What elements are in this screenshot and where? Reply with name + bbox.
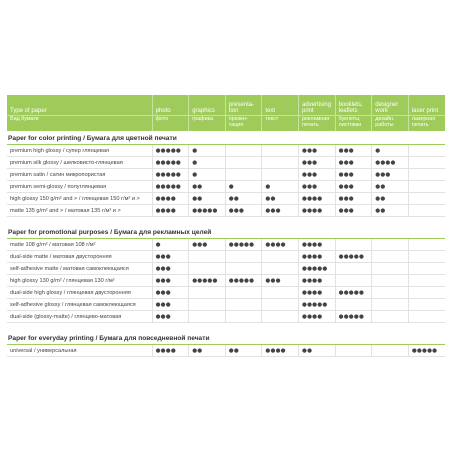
table-row bbox=[7, 239, 445, 251]
rating-dots bbox=[225, 251, 262, 263]
header-col-booklets-ru: буклеты, листовки bbox=[335, 116, 372, 132]
paper-type-label: high glossy 130 g/m² / глянцевая 130 г/м² bbox=[7, 275, 152, 287]
rating-dots: ●● bbox=[189, 345, 226, 357]
header-col-presentation-ru: презен-тация bbox=[225, 116, 262, 132]
rating-dots bbox=[408, 169, 445, 181]
header-col-text-ru: текст bbox=[262, 116, 299, 132]
rating-dots: ●●●●● bbox=[189, 205, 226, 217]
header-col-advertising-ru: рекламная печать bbox=[299, 116, 336, 132]
rating-dots bbox=[408, 239, 445, 251]
header-col-laser-ru: лазерная печать bbox=[408, 116, 445, 132]
paper-type-label: dual-side high glossy / глянцевая двусторонняя bbox=[7, 287, 152, 299]
rating-dots: ●●● bbox=[335, 169, 372, 181]
rating-dots bbox=[262, 311, 299, 323]
header-col-graphics-ru: графика bbox=[189, 116, 226, 132]
paper-type-label: self-adhesive matte / матовая самоклеющаяся bbox=[7, 263, 152, 275]
rating-dots bbox=[225, 263, 262, 275]
header-col-designer: designer work bbox=[372, 95, 409, 116]
rating-dots: ●●● bbox=[152, 311, 189, 323]
rating-dots: ●● bbox=[225, 345, 262, 357]
rating-dots bbox=[408, 299, 445, 311]
table-row bbox=[7, 145, 445, 157]
rating-dots bbox=[189, 287, 226, 299]
rating-dots: ●●●●● bbox=[152, 157, 189, 169]
section-spacer bbox=[7, 323, 445, 332]
rating-dots: ●● bbox=[372, 205, 409, 217]
rating-dots bbox=[372, 263, 409, 275]
rating-dots: ●●● bbox=[335, 145, 372, 157]
rating-dots bbox=[408, 311, 445, 323]
rating-dots bbox=[335, 263, 372, 275]
rating-dots bbox=[408, 193, 445, 205]
rating-dots: ●●● bbox=[299, 157, 336, 169]
rating-dots bbox=[262, 299, 299, 311]
table-row bbox=[7, 275, 445, 287]
rating-dots: ● bbox=[189, 145, 226, 157]
rating-dots bbox=[262, 287, 299, 299]
header-col-text: text bbox=[262, 95, 299, 116]
spacer-cell bbox=[7, 323, 445, 332]
table-row bbox=[7, 193, 445, 205]
rating-dots: ●●● bbox=[335, 193, 372, 205]
section-heading-row bbox=[7, 331, 445, 345]
rating-dots: ● bbox=[189, 157, 226, 169]
rating-dots bbox=[335, 299, 372, 311]
header-col-presentation: presenta-tion bbox=[225, 95, 262, 116]
rating-dots bbox=[189, 251, 226, 263]
rating-dots: ●● bbox=[299, 345, 336, 357]
rating-dots: ●● bbox=[372, 193, 409, 205]
rating-dots: ● bbox=[262, 181, 299, 193]
rating-dots: ● bbox=[152, 239, 189, 251]
rating-dots: ●●●● bbox=[299, 205, 336, 217]
rating-dots: ●● bbox=[189, 181, 226, 193]
table-row bbox=[7, 299, 445, 311]
table-body bbox=[7, 131, 445, 357]
rating-dots: ●●● bbox=[262, 275, 299, 287]
header-col-graphics: graphics bbox=[189, 95, 226, 116]
rating-dots bbox=[262, 157, 299, 169]
rating-dots bbox=[372, 251, 409, 263]
paper-type-label: matte 108 g/m² / матовая 108 г/м² bbox=[7, 239, 152, 251]
rating-dots: ●●● bbox=[335, 205, 372, 217]
rating-dots bbox=[408, 145, 445, 157]
rating-dots bbox=[262, 251, 299, 263]
table-row bbox=[7, 311, 445, 323]
rating-dots: ●●●● bbox=[152, 193, 189, 205]
rating-dots bbox=[189, 263, 226, 275]
rating-dots bbox=[262, 169, 299, 181]
rating-dots: ●●● bbox=[152, 251, 189, 263]
paper-type-label: matte 135 g/m² and > / матовая 135 г/м² и > bbox=[7, 205, 152, 217]
rating-dots: ●●●● bbox=[299, 275, 336, 287]
header-vid-bumagi: Вид бумаги bbox=[7, 116, 152, 132]
rating-dots: ●●●● bbox=[262, 239, 299, 251]
table-row bbox=[7, 169, 445, 181]
rating-dots: ●●● bbox=[152, 263, 189, 275]
section-heading-row bbox=[7, 225, 445, 239]
paper-type-label: premium semi-glossy / полуглянцевая bbox=[7, 181, 152, 193]
paper-type-label: premium silk glossy / шелковисто-глянцевая bbox=[7, 157, 152, 169]
rating-dots bbox=[225, 145, 262, 157]
rating-dots bbox=[408, 181, 445, 193]
rating-dots bbox=[372, 345, 409, 357]
rating-dots: ●●●●● bbox=[152, 169, 189, 181]
rating-dots bbox=[225, 299, 262, 311]
header-col-booklets: booklets, leaflets bbox=[335, 95, 372, 116]
rating-dots: ●●● bbox=[189, 239, 226, 251]
paper-type-label: dual-side matte / матовая двусторонняя bbox=[7, 251, 152, 263]
paper-type-label: premium satin / сатин микропористая bbox=[7, 169, 152, 181]
paper-type-label: universal / универсальная bbox=[7, 345, 152, 357]
rating-dots: ●●●●● bbox=[189, 275, 226, 287]
rating-dots: ●●● bbox=[372, 169, 409, 181]
rating-dots: ●●●●● bbox=[335, 287, 372, 299]
rating-dots bbox=[225, 311, 262, 323]
rating-dots: ●●●●● bbox=[299, 263, 336, 275]
rating-dots: ●●●●● bbox=[335, 311, 372, 323]
rating-dots bbox=[189, 311, 226, 323]
rating-dots: ●● bbox=[189, 193, 226, 205]
rating-dots: ●●● bbox=[299, 169, 336, 181]
paper-type-label: self-adhesive glossy / глянцевая самоклеющаяся bbox=[7, 299, 152, 311]
rating-dots: ●●●● bbox=[299, 251, 336, 263]
rating-dots: ●●● bbox=[299, 181, 336, 193]
rating-dots bbox=[262, 263, 299, 275]
rating-dots: ●●●● bbox=[299, 311, 336, 323]
paper-type-label: premium high glossy / супер глянцевая bbox=[7, 145, 152, 157]
section-heading-row bbox=[7, 131, 445, 145]
section-title: Paper for color printing / Бумага для цветной печати bbox=[7, 131, 445, 145]
table-row bbox=[7, 287, 445, 299]
rating-dots: ●●● bbox=[152, 299, 189, 311]
header-col-photo: photo bbox=[152, 95, 189, 116]
rating-dots bbox=[335, 239, 372, 251]
table-row bbox=[7, 181, 445, 193]
header-row-russian bbox=[7, 116, 445, 132]
rating-dots bbox=[372, 239, 409, 251]
header-col-photo-ru: фото bbox=[152, 116, 189, 132]
rating-dots: ●●● bbox=[262, 205, 299, 217]
rating-dots: ●●●●● bbox=[408, 345, 445, 357]
table-row bbox=[7, 205, 445, 217]
rating-dots: ●●● bbox=[299, 145, 336, 157]
rating-dots: ●●● bbox=[225, 205, 262, 217]
rating-dots bbox=[262, 145, 299, 157]
rating-dots bbox=[408, 275, 445, 287]
rating-dots: ●●●●● bbox=[152, 145, 189, 157]
rating-dots bbox=[408, 157, 445, 169]
header-col-laser: laser print bbox=[408, 95, 445, 116]
rating-dots bbox=[408, 287, 445, 299]
rating-dots: ●●●●● bbox=[335, 251, 372, 263]
rating-dots: ● bbox=[372, 145, 409, 157]
rating-dots bbox=[408, 263, 445, 275]
rating-dots bbox=[372, 299, 409, 311]
header-row-english bbox=[7, 95, 445, 116]
section-title: Paper for promotional purposes / Бумага для рекламных целей bbox=[7, 225, 445, 239]
rating-dots: ●●●● bbox=[372, 157, 409, 169]
rating-dots bbox=[335, 345, 372, 357]
rating-dots bbox=[225, 157, 262, 169]
rating-dots: ●●●● bbox=[262, 345, 299, 357]
header-col-designer-ru: дизайн. работы bbox=[372, 116, 409, 132]
header-col-advertising: advertising print bbox=[299, 95, 336, 116]
rating-dots: ●●● bbox=[335, 181, 372, 193]
rating-dots: ●● bbox=[225, 193, 262, 205]
section-spacer bbox=[7, 217, 445, 226]
table-row bbox=[7, 263, 445, 275]
rating-dots: ●●● bbox=[335, 157, 372, 169]
rating-dots: ●●●●● bbox=[225, 239, 262, 251]
rating-dots bbox=[335, 275, 372, 287]
rating-dots: ●● bbox=[372, 181, 409, 193]
rating-dots: ●●●● bbox=[152, 345, 189, 357]
rating-dots bbox=[189, 299, 226, 311]
header-type-of-paper: Type of paper bbox=[7, 95, 152, 116]
rating-dots: ●●●●● bbox=[225, 275, 262, 287]
rating-dots bbox=[372, 287, 409, 299]
paper-comparison-table bbox=[7, 95, 445, 357]
rating-dots: ●●●●● bbox=[299, 299, 336, 311]
paper-type-label: dual-side (glossy-matte) / глянцево-матовая bbox=[7, 311, 152, 323]
rating-dots: ●●● bbox=[152, 287, 189, 299]
table-row bbox=[7, 251, 445, 263]
table-row bbox=[7, 345, 445, 357]
rating-dots: ●●●● bbox=[299, 287, 336, 299]
comparison-grid bbox=[7, 95, 445, 357]
rating-dots: ●●●● bbox=[299, 239, 336, 251]
rating-dots: ● bbox=[189, 169, 226, 181]
rating-dots: ●●● bbox=[152, 275, 189, 287]
rating-dots bbox=[372, 275, 409, 287]
spacer-cell bbox=[7, 217, 445, 226]
rating-dots bbox=[372, 311, 409, 323]
rating-dots: ● bbox=[225, 181, 262, 193]
rating-dots: ●●●● bbox=[299, 193, 336, 205]
rating-dots: ●●●● bbox=[152, 205, 189, 217]
paper-type-label: high glossy 150 g/m² and > / глянцевая 150 г/м² и > bbox=[7, 193, 152, 205]
section-title: Paper for everyday printing / Бумага для повседневной печати bbox=[7, 331, 445, 345]
rating-dots bbox=[225, 169, 262, 181]
rating-dots bbox=[408, 251, 445, 263]
rating-dots bbox=[225, 287, 262, 299]
table-row bbox=[7, 157, 445, 169]
rating-dots: ●●●●● bbox=[152, 181, 189, 193]
rating-dots: ●● bbox=[262, 193, 299, 205]
rating-dots bbox=[408, 205, 445, 217]
